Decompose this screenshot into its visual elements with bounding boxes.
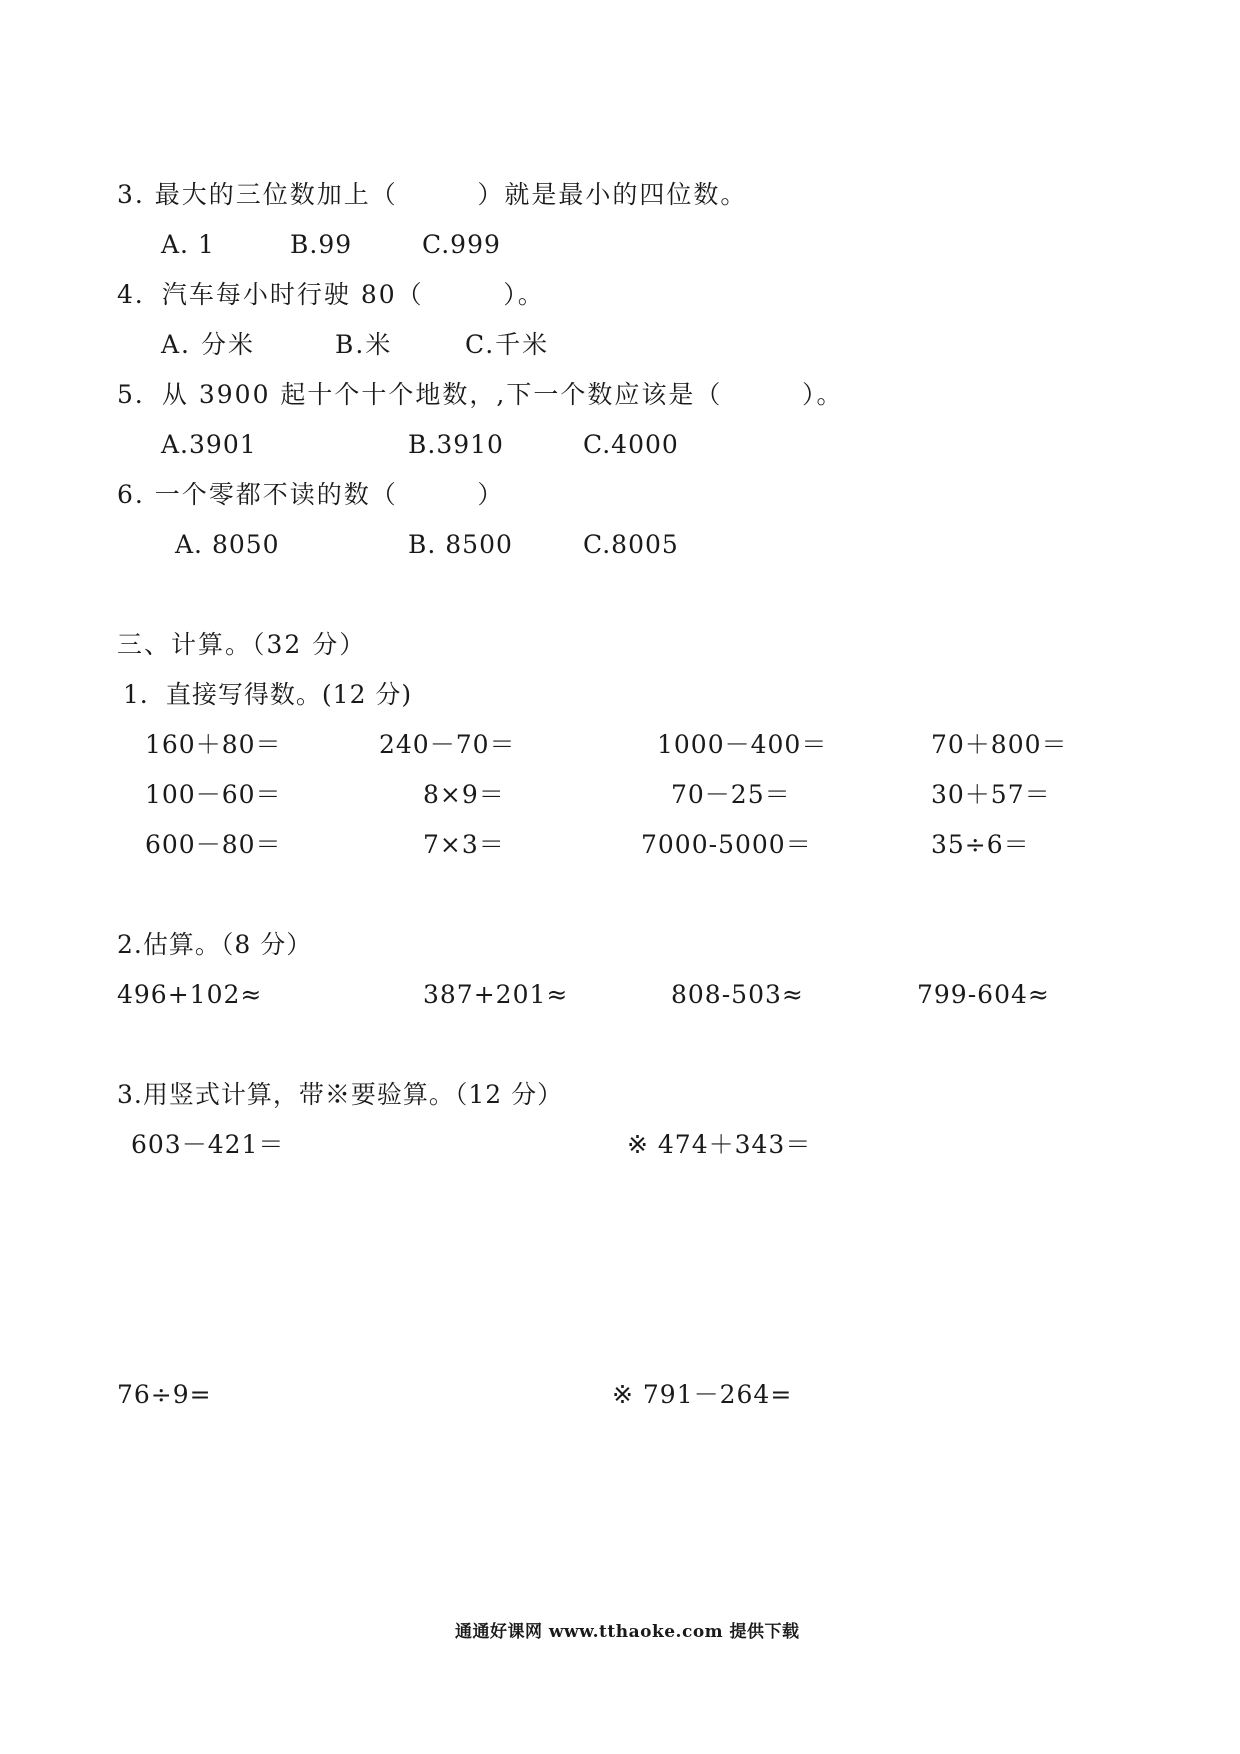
estimate-item: 808-503≈ bbox=[671, 980, 804, 1009]
mental-math-item: 160＋80＝ bbox=[145, 730, 282, 759]
vertical-calc-item: 76÷9= bbox=[117, 1380, 212, 1409]
q5-option-a: A.3901 bbox=[161, 430, 257, 459]
mental-math-item: 70＋800＝ bbox=[931, 730, 1068, 759]
part-3-title: 3.用竖式计算，带※要验算。（12 分） bbox=[117, 1080, 564, 1109]
q3-option-b: B.99 bbox=[290, 230, 353, 259]
estimate-item: 799-604≈ bbox=[917, 980, 1050, 1009]
q5-option-c: C.4000 bbox=[583, 430, 679, 459]
q3-option-a: A. 1 bbox=[161, 230, 215, 259]
vertical-calc-item: ※ 474＋343＝ bbox=[627, 1130, 812, 1159]
mental-math-item: 600－80＝ bbox=[145, 830, 282, 859]
q4-option-c: C.千米 bbox=[465, 330, 550, 359]
mental-math-item: 30＋57＝ bbox=[931, 780, 1051, 809]
mental-math-item: 8×9＝ bbox=[423, 780, 505, 809]
mental-math-item: 7×3＝ bbox=[423, 830, 505, 859]
question-3: 3. 最大的三位数加上（ ）就是最小的四位数。 bbox=[117, 180, 748, 209]
q5-option-b: B.3910 bbox=[408, 430, 504, 459]
mental-math-item: 70－25＝ bbox=[671, 780, 791, 809]
question-6: 6. 一个零都不读的数（ ） bbox=[117, 480, 505, 509]
q6-option-a: A. 8050 bbox=[175, 530, 280, 559]
part-2-title: 2.估算。（8 分） bbox=[117, 930, 313, 959]
section-3-title: 三、计算。（32 分） bbox=[117, 630, 367, 659]
q6-option-c: C.8005 bbox=[583, 530, 679, 559]
footer-watermark: 通通好课网 www.tthaoke.com 提供下载 bbox=[455, 1622, 800, 1642]
vertical-calc-item: 603－421＝ bbox=[131, 1130, 285, 1159]
question-5: 5．从 3900 起十个十个地数，,下一个数应该是（ ）。 bbox=[117, 380, 844, 409]
vertical-calc-item: ※ 791－264= bbox=[612, 1380, 793, 1409]
q4-option-b: B.米 bbox=[335, 330, 393, 359]
q6-option-b: B. 8500 bbox=[408, 530, 513, 559]
mental-math-item: 100－60＝ bbox=[145, 780, 282, 809]
estimate-item: 496+102≈ bbox=[117, 980, 263, 1009]
estimate-item: 387+201≈ bbox=[423, 980, 569, 1009]
mental-math-item: 7000-5000＝ bbox=[641, 830, 812, 859]
part-1-title: 1．直接写得数。(12 分) bbox=[123, 680, 413, 709]
mental-math-item: 240－70＝ bbox=[379, 730, 516, 759]
question-4: 4．汽车每小时行驶 80（ ）。 bbox=[117, 280, 545, 309]
mental-math-item: 35÷6＝ bbox=[931, 830, 1030, 859]
q4-option-a: A. 分米 bbox=[161, 330, 255, 359]
mental-math-item: 1000－400＝ bbox=[657, 730, 828, 759]
q3-option-c: C.999 bbox=[422, 230, 501, 259]
